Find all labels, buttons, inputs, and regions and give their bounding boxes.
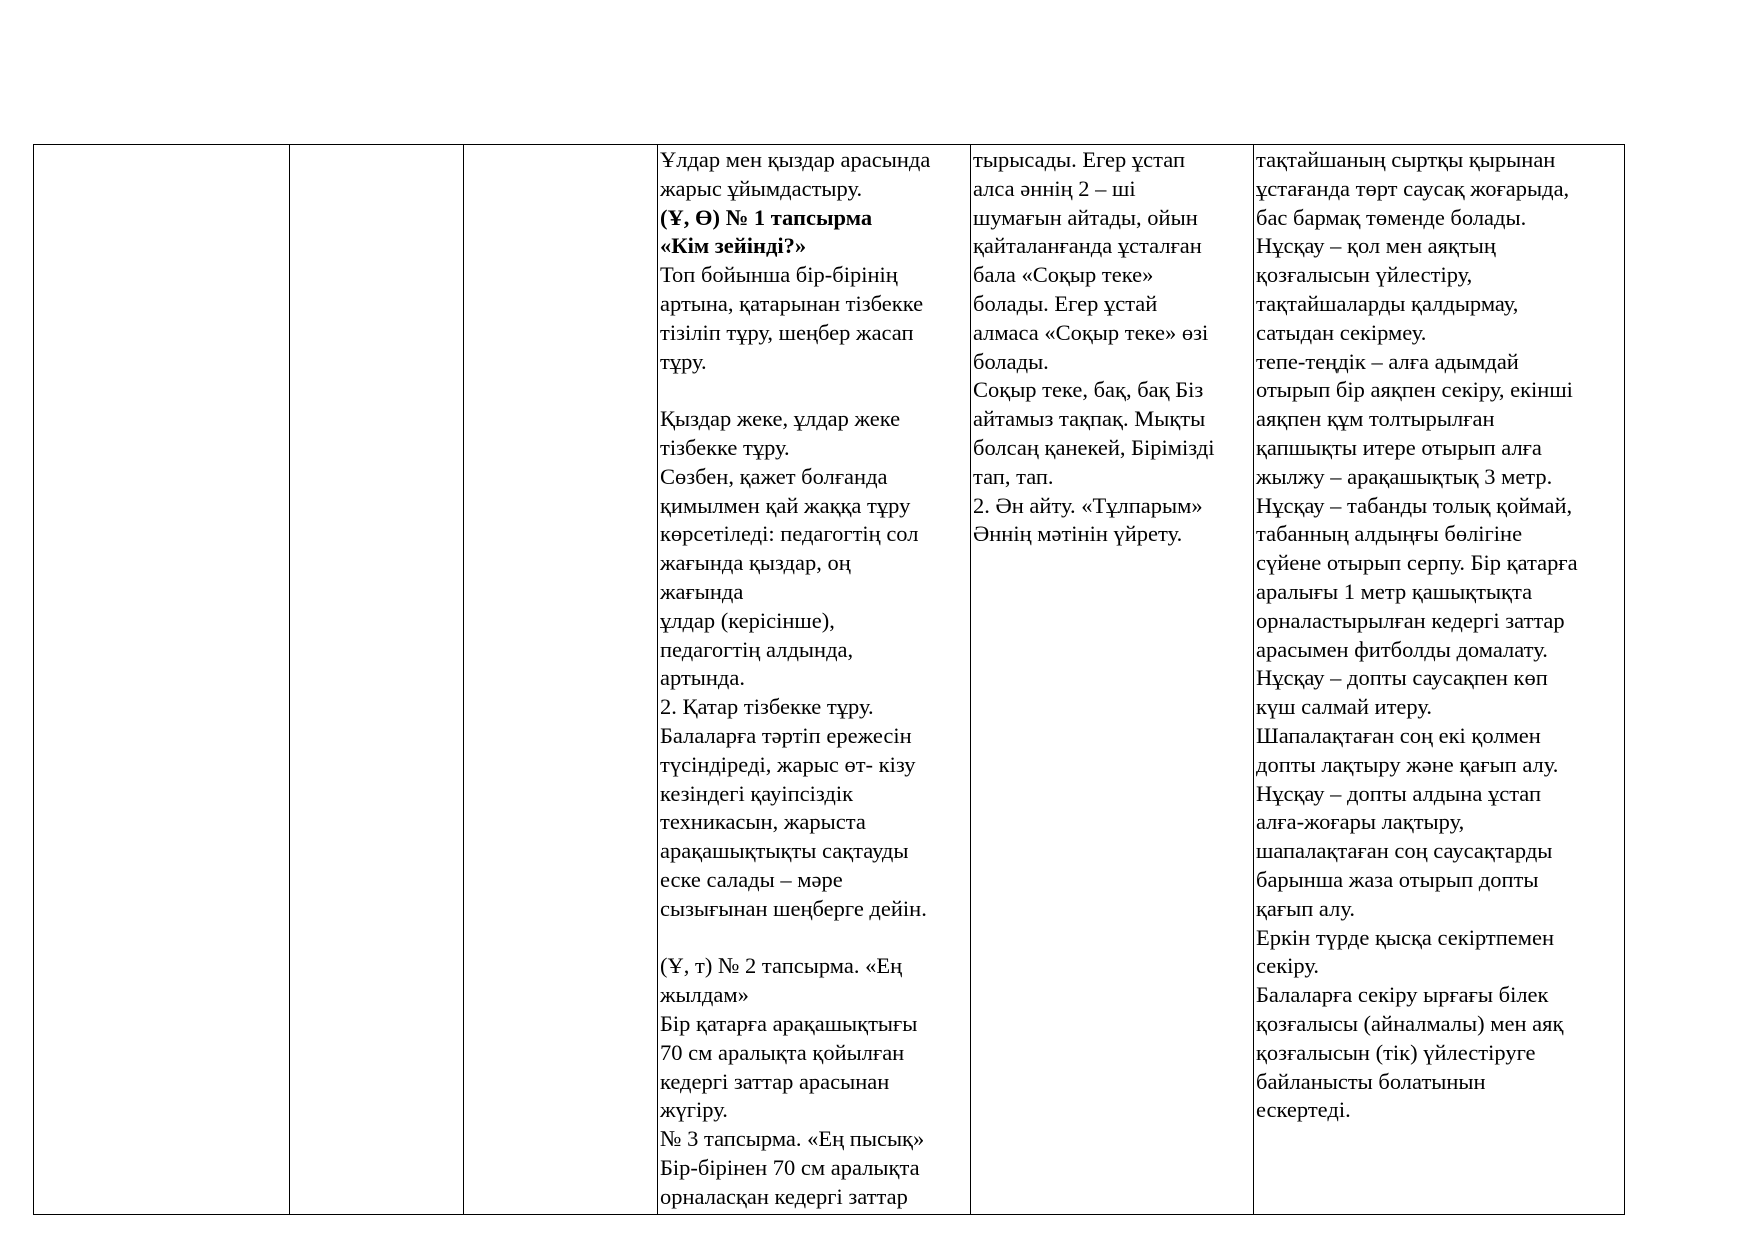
text-line: орналасқан кедергі заттар: [660, 1183, 908, 1209]
text-line: еске салады – мәре: [660, 866, 843, 892]
text-line: Қыздар жеке, ұлдар жеке: [660, 406, 901, 432]
text-line: тақтайшаларды қалдырмау,: [1256, 290, 1519, 316]
text-line: орналастырылған кедергі заттар: [1256, 607, 1565, 633]
text-line: ескертеді.: [1256, 1097, 1351, 1123]
text-line: Бір-бірінен 70 см аралықта: [660, 1154, 920, 1180]
text-line: Шапалақтаған соң екі қолмен: [1256, 722, 1541, 748]
text-line: жылжу – арақашықтық 3 метр.: [1256, 463, 1553, 489]
text-line: Топ бойынша бір-бірінің: [660, 262, 898, 288]
text-line: жүгіру.: [660, 1097, 728, 1123]
text-line: қайталанғанда ұсталған: [973, 233, 1202, 259]
text-line: көрсетіледі: педагогтің сол: [660, 521, 919, 547]
text-line: сатыдан секірмеу.: [1256, 319, 1427, 345]
text-line: қозғалысы (айналмалы) мен аяқ: [1256, 1010, 1564, 1036]
text-line: кедергі заттар арасынан: [660, 1068, 890, 1094]
activity-description-text: [658, 145, 970, 1211]
text-line: қозғалысын (тік) үйлестіруге: [1256, 1039, 1536, 1065]
text-line: алға-жоғары лақтыру,: [1256, 809, 1465, 835]
text-line: ұстағанда төрт саусақ жоғарыда,: [1256, 175, 1570, 201]
empty-cell-2: [290, 145, 464, 1215]
text-line: отырып бір аяқпен секіру, екінші: [1256, 377, 1573, 403]
text-line: айтамыз тақпақ. Мықты: [973, 406, 1206, 432]
text-line: аралығы 1 метр қашықтықта: [1256, 578, 1533, 604]
text-line: Балаларға секіру ырғағы білек: [1256, 982, 1549, 1008]
text-line: табанның алдыңғы бөлігіне: [1256, 521, 1523, 547]
text-line: артына, қатарынан тізбекке: [660, 290, 924, 316]
text-line: тұру.: [660, 348, 707, 374]
text-line: (Ұ, Ө) № 1 тапсырма: [660, 204, 873, 230]
text-line: 70 см аралықта қойылған: [660, 1039, 905, 1065]
text-line: 2. Қатар тізбекке тұру.: [660, 694, 874, 720]
instructions-cell: [1254, 145, 1625, 1215]
empty-cell-1: [34, 145, 290, 1215]
text-line: тепе-теңдік – алға адымдай: [1256, 348, 1519, 374]
text-line: түсіндіреді, жарыс өт- кізу: [660, 751, 916, 777]
text-line: педагогтің алдында,: [660, 636, 854, 662]
table-row: [34, 145, 1625, 1215]
text-line: секіру.: [1256, 953, 1320, 979]
text-line: кезіндегі қауіпсіздік: [660, 780, 854, 806]
text-line: Еркін түрде қысқа секіртпемен: [1256, 924, 1555, 950]
text-line: Нұсқау – допты алдына ұстап: [1256, 780, 1542, 806]
text-line: (Ұ, т) № 2 тапсырма. «Ең: [660, 953, 903, 979]
text-line: болсаң қанекей, Бірімізді: [973, 434, 1215, 460]
text-line: бас бармақ төменде болады.: [1256, 204, 1527, 230]
text-line: болады. Егер ұстай: [973, 290, 1158, 316]
text-line: Бір қатарға арақашықтығы: [660, 1010, 918, 1036]
text-line: техникасын, жарыста: [660, 809, 866, 835]
text-line: аяқпен құм толтырылған: [1256, 406, 1495, 432]
text-line: жағында: [660, 578, 744, 604]
text-line: алмаса «Соқыр теке» өзі: [973, 319, 1209, 345]
text-line: артында.: [660, 665, 745, 691]
text-line: [660, 924, 968, 953]
text-line: барынша жаза отырып допты: [1256, 866, 1539, 892]
activity-description-cell: [658, 145, 971, 1215]
text-line: болады.: [973, 348, 1049, 374]
text-line: арақашықтықты сақтауды: [660, 838, 909, 864]
text-line: жарыс ұйымдастыру.: [660, 175, 863, 201]
text-line: қозғалысын үйлестіру,: [1256, 262, 1473, 288]
text-line: ұлдар (керісінше),: [660, 607, 835, 633]
song-game-text: [971, 145, 1253, 549]
text-line: тақтайшаның сыртқы қырынан: [1256, 147, 1556, 172]
song-game-cell: [971, 145, 1254, 1215]
text-line: Сөзбен, қажет болғанда: [660, 463, 888, 489]
text-line: тап, тап.: [973, 463, 1054, 489]
text-line: қимылмен қай жаққа тұру: [660, 492, 911, 518]
text-line: сүйене отырып серпу. Бір қатарға: [1256, 550, 1578, 576]
empty-cell-3: [464, 145, 658, 1215]
text-line: байланысты болатынын: [1256, 1068, 1486, 1094]
text-line: шапалақтаған соң саусақтарды: [1256, 838, 1553, 864]
text-line: «Кім зейінді?»: [660, 233, 807, 259]
text-line: күш салмай итеру.: [1256, 694, 1432, 720]
text-line: допты лақтыру және қағып алу.: [1256, 751, 1559, 777]
text-line: тізбекке тұру.: [660, 434, 790, 460]
text-line: шумағын айтады, ойын: [973, 204, 1198, 230]
text-line: Соқыр теке, бақ, бақ Біз: [973, 377, 1204, 403]
text-line: қағып алу.: [1256, 895, 1355, 921]
text-line: 2. Ән айту. «Тұлпарым»: [973, 492, 1203, 518]
text-line: Нұсқау – табанды толық қоймай,: [1256, 492, 1573, 518]
text-line: бала «Соқыр теке»: [973, 262, 1154, 288]
text-line: [660, 376, 968, 405]
text-line: тізіліп тұру, шеңбер жасап: [660, 319, 914, 345]
text-line: жағында қыздар, оң: [660, 550, 851, 576]
text-line: Нұсқау – допты саусақпен көп: [1256, 665, 1548, 691]
text-line: Балаларға тәртіп ережесін: [660, 722, 912, 748]
lesson-plan-table: [33, 144, 1625, 1215]
text-line: Нұсқау – қол мен аяқтың: [1256, 233, 1496, 259]
text-line: Әннің мәтінін үйрету.: [973, 521, 1183, 547]
text-line: Ұлдар мен қыздар арасында: [660, 147, 931, 172]
text-line: алса әннің 2 – ші: [973, 175, 1136, 201]
text-line: сызығынан шеңберге дейін.: [660, 895, 927, 921]
text-line: қапшықты итере отырып алға: [1256, 434, 1542, 460]
text-line: тырысады. Егер ұстап: [973, 147, 1185, 172]
text-line: № 3 тапсырма. «Ең пысық»: [660, 1126, 925, 1152]
instructions-text: [1254, 145, 1624, 1125]
text-line: арасымен фитболды домалату.: [1256, 636, 1548, 662]
text-line: жылдам»: [660, 982, 749, 1008]
